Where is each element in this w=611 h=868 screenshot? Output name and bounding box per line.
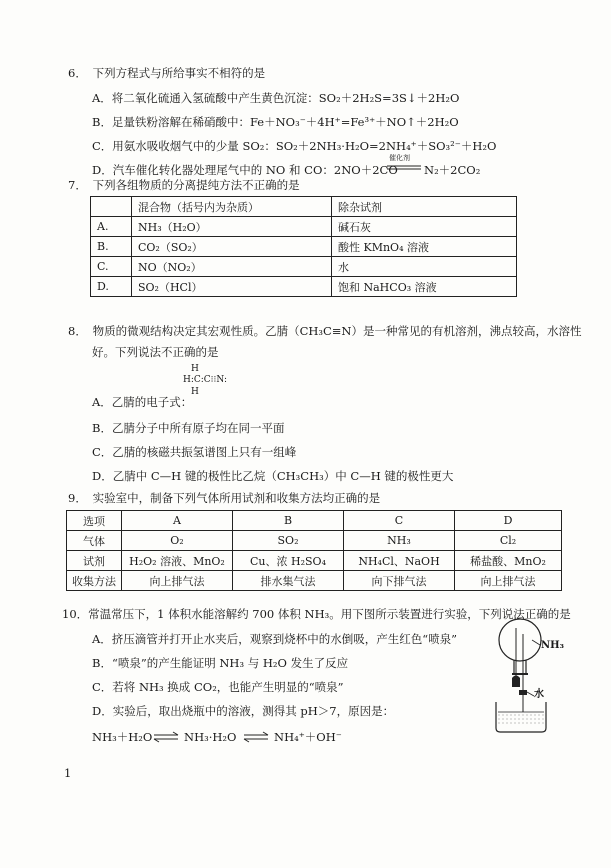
electron-formula-bottom: H (191, 387, 199, 397)
table-row (91, 257, 517, 277)
table-cell: 向上排气法 (122, 571, 233, 591)
q6-option-a: A．将二氧化硫通入氢硫酸中产生黄色沉淀：SO₂＋2H₂S=3S↓＋2H₂O (92, 91, 460, 105)
table-cell: C (344, 511, 455, 531)
table-row (67, 551, 562, 571)
table-cell: H₂O₂ 溶液、MnO₂ (122, 551, 233, 571)
table-cell: NH₃（H₂O） (132, 217, 332, 237)
equation-left: NH₃＋H₂O (92, 730, 153, 744)
page-number: 1 (64, 766, 72, 780)
table-header-mixture: 混合物（括号内为杂质） (132, 197, 332, 217)
table-row (91, 217, 517, 237)
q10-option-a: A．挤压滴管并打开止水夹后，观察到烧杯中的水倒吸，产生红色“喷泉” (92, 632, 458, 646)
q6-option-d-products: N₂＋2CO₂ (424, 163, 481, 177)
table-cell: A. (91, 217, 132, 237)
q8-option-b: B．乙腈分子中所有原子均在同一平面 (92, 421, 285, 435)
q7-stem: 7． 下列各组物质的分离提纯方法不正确的是 (68, 178, 300, 192)
table-cell: SO₂（HCl） (132, 277, 332, 297)
q8-option-c: C．乙腈的核磁共振氢谱图上只有一组峰 (92, 445, 297, 459)
q10-stem: 10．常温常压下，1 体积水能溶解约 700 体积 NH₃。用下图所示装置进行实验，下列说法正确的是 (62, 607, 571, 621)
q7-table (90, 196, 517, 297)
table-cell: NO（NO₂） (132, 257, 332, 277)
q9-table (66, 510, 562, 591)
q6-option-c: C．用氨水吸收烟气中的少量 SO₂：SO₂＋2NH₃·H₂O=2NH₄⁺＋SO₃²⁻＋H₂O (92, 139, 497, 153)
table-row (67, 531, 562, 551)
table-cell: 排水集气法 (233, 571, 344, 591)
table-cell: NH₃ (344, 531, 455, 551)
table-cell: Cl₂ (455, 531, 562, 551)
table-cell: CO₂（SO₂） (132, 237, 332, 257)
electron-formula-top: H (191, 364, 199, 374)
table-row (91, 237, 517, 257)
table-header-reagent: 除杂试剂 (332, 197, 517, 217)
table-cell: D. (91, 277, 132, 297)
table-cell: B (233, 511, 344, 531)
q10-option-c: C．若将 NH₃ 换成 CO₂，也能产生明显的“喷泉” (92, 680, 344, 694)
table-cell: 酸性 KMnO₄ 溶液 (332, 237, 517, 257)
q6-option-b: B．足量铁粉溶解在稀硝酸中：Fe＋NO₃⁻＋4H⁺=Fe³⁺＋NO↑＋2H₂O (92, 115, 459, 129)
table-cell: 稀盐酸、MnO₂ (455, 551, 562, 571)
table-cell: O₂ (122, 531, 233, 551)
catalyst-label: 催化剂 (389, 154, 410, 162)
q8-option-a: A．乙腈的电子式： (92, 395, 193, 409)
table-cell: C. (91, 257, 132, 277)
diagram-label-nh3: NH₃ (541, 640, 564, 651)
table-cell: Cu、浓 H₂SO₄ (233, 551, 344, 571)
equilibrium-arrow (152, 731, 180, 743)
reaction-equals-sign (386, 164, 422, 172)
table-cell: D (455, 511, 562, 531)
table-cell: A (122, 511, 233, 531)
q9-stem: 9． 实验室中，制备下列气体所用试剂和收集方法均正确的是 (68, 491, 381, 505)
q8-stem-line2: 好。下列说法不正确的是 (92, 345, 219, 359)
table-cell: 收集方法 (67, 571, 122, 591)
table-cell: 选项 (67, 511, 122, 531)
table-cell: 气体 (67, 531, 122, 551)
q8-option-d: D．乙腈中 C—H 键的极性比乙烷（CH₃CH₃）中 C—H 键的极性更大 (92, 469, 454, 483)
q8-stem-line1: 8． 物质的微观结构决定其宏观性质。乙腈（CH₃C≡N）是一种常见的有机溶剂，沸点较高，水溶性 (68, 324, 582, 338)
table-cell: 碱石灰 (332, 217, 517, 237)
fountain-apparatus-diagram (486, 614, 562, 734)
table-cell: SO₂ (233, 531, 344, 551)
q10-option-b: B．“喷泉”的产生能证明 NH₃ 与 H₂O 发生了反应 (92, 656, 349, 670)
table-row (67, 571, 562, 591)
table-cell: 向下排气法 (344, 571, 455, 591)
table-row (91, 197, 517, 217)
table-cell: 向上排气法 (455, 571, 562, 591)
table-cell: 水 (332, 257, 517, 277)
table-row (67, 511, 562, 531)
equation-right: NH₄⁺＋OH⁻ (274, 730, 342, 744)
table-cell: NH₄Cl、NaOH (344, 551, 455, 571)
diagram-label-water: 水 (534, 689, 544, 700)
electron-formula: H:C:C⁝⁝N: (183, 375, 227, 385)
equation-middle: NH₃·H₂O (184, 730, 237, 744)
table-cell: 试剂 (67, 551, 122, 571)
table-cell: B. (91, 237, 132, 257)
q10-option-d: D．实验后，取出烧瓶中的溶液，测得其 pH＞7，原因是： (92, 704, 395, 718)
equilibrium-arrow (242, 731, 270, 743)
q6-option-d: D．汽车催化转化器处理尾气中的 NO 和 CO：2NO＋2CO (92, 163, 398, 177)
table-row (91, 277, 517, 297)
q6-stem: 6． 下列方程式与所给事实不相符的是 (68, 66, 266, 80)
table-cell (91, 197, 132, 217)
table-cell: 饱和 NaHCO₃ 溶液 (332, 277, 517, 297)
